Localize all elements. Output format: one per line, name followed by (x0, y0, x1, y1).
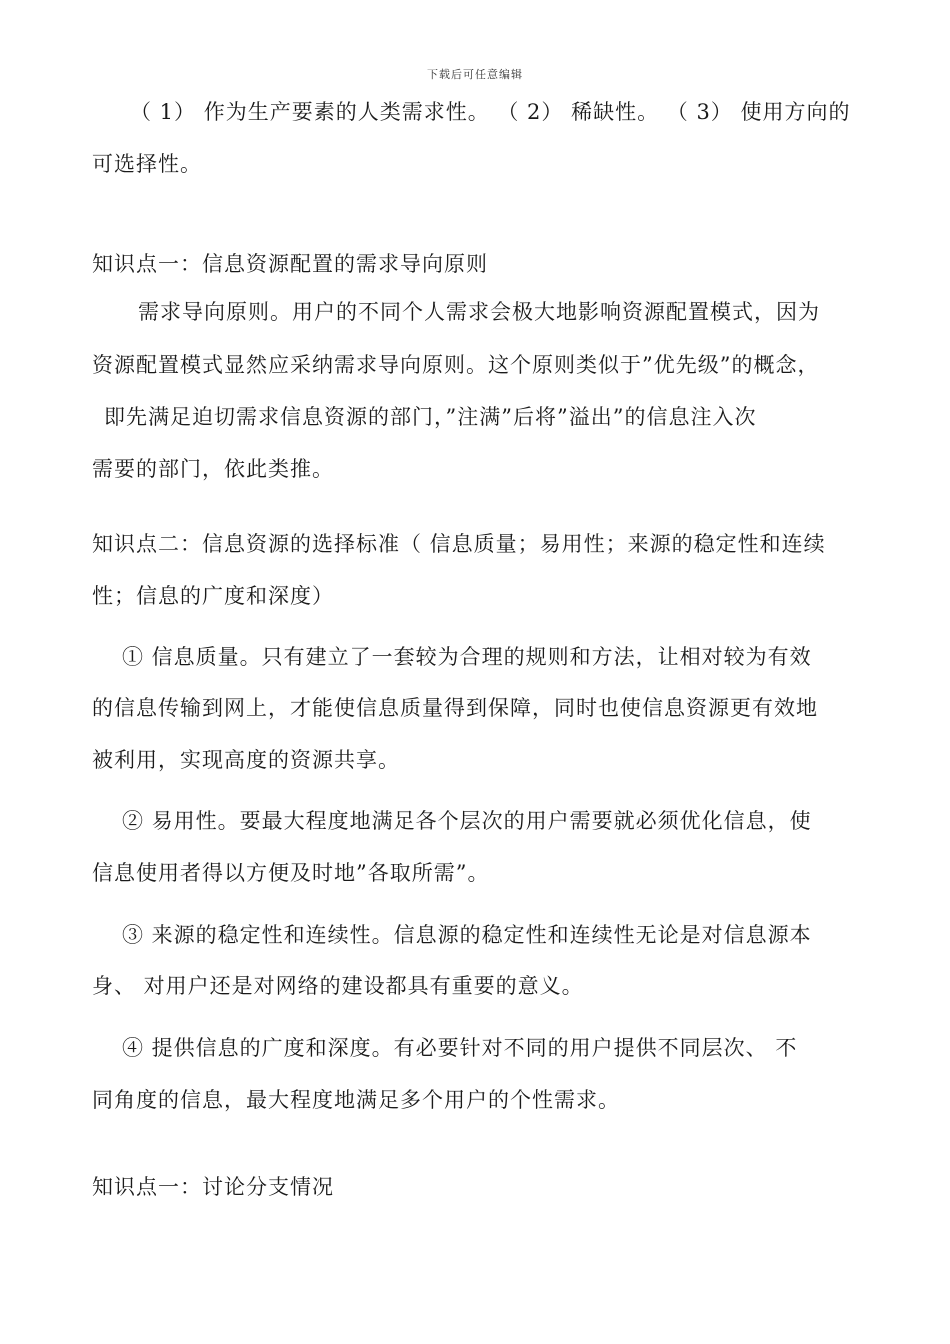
paragraph-line: 资源配置模式显然应采纳需求导向原则。这个原则类似于”优先级”的概念， (92, 353, 820, 377)
paragraph-line: 信息使用者得以方便及时地”各取所需”。 (92, 861, 490, 885)
paragraph-line: 可选择性。 (92, 152, 202, 176)
section-heading: 知识点二：信息资源的选择标准（ 信息质量；易用性；来源的稳定性和连续 (92, 532, 826, 556)
paragraph-line: ④ 提供信息的广度和深度。有必要针对不同的用户提供不同层次、 不 (122, 1036, 798, 1060)
paragraph-line: 身、 对用户还是对网络的建设都具有重要的意义。 (92, 974, 584, 998)
paragraph-line: 即先满足迫切需求信息资源的部门，”注满”后将”溢出”的信息注入次 (104, 405, 757, 429)
paragraph-line: 需求导向原则。用户的不同个人需求会极大地影响资源配置模式，因为 (138, 300, 820, 324)
paragraph-line: ③ 来源的稳定性和连续性。信息源的稳定性和连续性无论是对信息源本 (122, 923, 812, 947)
paragraph-line: ① 信息质量。只有建立了一套较为合理的规则和方法，让相对较为有效 (122, 645, 812, 669)
paragraph-line: （ 1） 作为生产要素的人类需求性。 （ 2） 稀缺性。 （ 3） 使用方向的 (130, 100, 851, 124)
paragraph-line: 同角度的信息，最大程度地满足多个用户的个性需求。 (92, 1088, 620, 1112)
paragraph-line: 需要的部门，依此类推。 (92, 457, 334, 481)
paragraph-line: 的信息传输到网上，才能使信息质量得到保障，同时也使信息资源更有效地 (92, 696, 818, 720)
page-header-note: 下载后可任意编辑 (427, 68, 523, 81)
section-heading: 性；信息的广度和深度） (92, 584, 334, 608)
paragraph-line: 被利用，实现高度的资源共享。 (92, 748, 400, 772)
paragraph-line: ② 易用性。要最大程度地满足各个层次的用户需要就必须优化信息，使 (122, 809, 812, 833)
section-heading: 知识点一：信息资源配置的需求导向原则 (92, 252, 488, 276)
section-heading: 知识点一：讨论分支情况 (92, 1175, 334, 1199)
